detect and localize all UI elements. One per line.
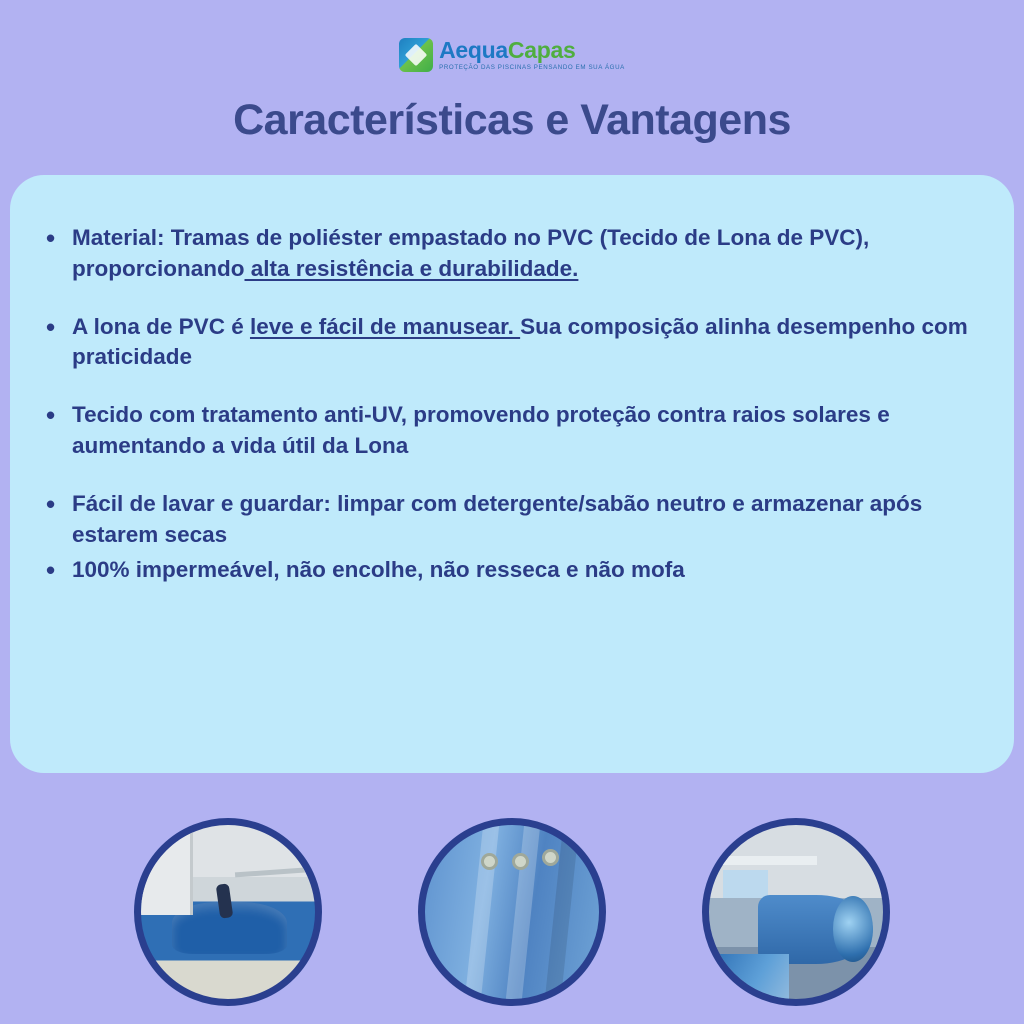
photo-strip bbox=[0, 818, 1024, 1006]
photo-decor-roll-end bbox=[833, 896, 873, 962]
brand-name-part-1: Aequa bbox=[439, 36, 508, 63]
brand-logo bbox=[0, 38, 1024, 72]
list-item bbox=[32, 555, 982, 586]
features-list bbox=[32, 223, 982, 585]
photo-tarp-roll-workshop bbox=[702, 818, 890, 1006]
bullet-text-segment: Tecido com tratamento anti-UV, promovendo proteção contra raios solares e aumentando a vida útil da Lona bbox=[72, 402, 890, 459]
photo-decor-rail bbox=[235, 868, 305, 878]
bullet-text-segment: Material: Tramas de poliéster empastado no PVC (Tecido de Lona de PVC), proporcionando bbox=[72, 225, 870, 281]
photo-decor-eyelet bbox=[512, 853, 529, 870]
photo-decor-floor-material bbox=[709, 954, 789, 999]
list-item bbox=[32, 489, 982, 551]
photo-decor-eyelet bbox=[542, 849, 559, 866]
water-drop-leaf-logo-icon bbox=[399, 38, 433, 72]
bullet-text-segment: Sua composição alinha desempenho com praticidade bbox=[72, 313, 968, 370]
photo-decor-seam bbox=[543, 818, 581, 1006]
photo-decor-box bbox=[723, 870, 768, 898]
photo-decor-eyelet bbox=[481, 853, 498, 870]
content-card bbox=[10, 175, 1014, 773]
list-item bbox=[32, 223, 982, 285]
list-item bbox=[32, 400, 982, 462]
photo-decor-seam bbox=[463, 818, 501, 1006]
photo-pool-cover-installation bbox=[134, 818, 322, 1006]
bullet-text-segment-underlined: leve e fácil de manusear. bbox=[249, 313, 521, 339]
brand-name-part-2: Capas bbox=[507, 36, 576, 63]
bullet-text-segment: Fácil de lavar e guardar: limpar com detergente/sabão neutro e armazenar após estarem secas bbox=[72, 490, 923, 547]
bullet-text-segment: 100% impermeável, não encolhe, não resseca e não mofa bbox=[72, 556, 685, 582]
list-item bbox=[32, 312, 982, 374]
page-title: Características e Vantagens bbox=[233, 96, 791, 144]
photo-decor-shelf bbox=[709, 856, 817, 865]
brand-name bbox=[439, 36, 625, 63]
photo-decor-wall bbox=[141, 825, 193, 915]
photo-folded-cover-eyelets bbox=[418, 818, 606, 1006]
bullet-text-segment: A lona de PVC é bbox=[72, 313, 250, 339]
photo-decor-seam bbox=[505, 818, 543, 1006]
bullet-text-segment-underlined: alta resistência e durabilidade. bbox=[244, 255, 579, 281]
brand-tagline: PROTEÇÃO DAS PISCINAS PENSANDO EM SUA ÁGUA bbox=[439, 63, 625, 71]
